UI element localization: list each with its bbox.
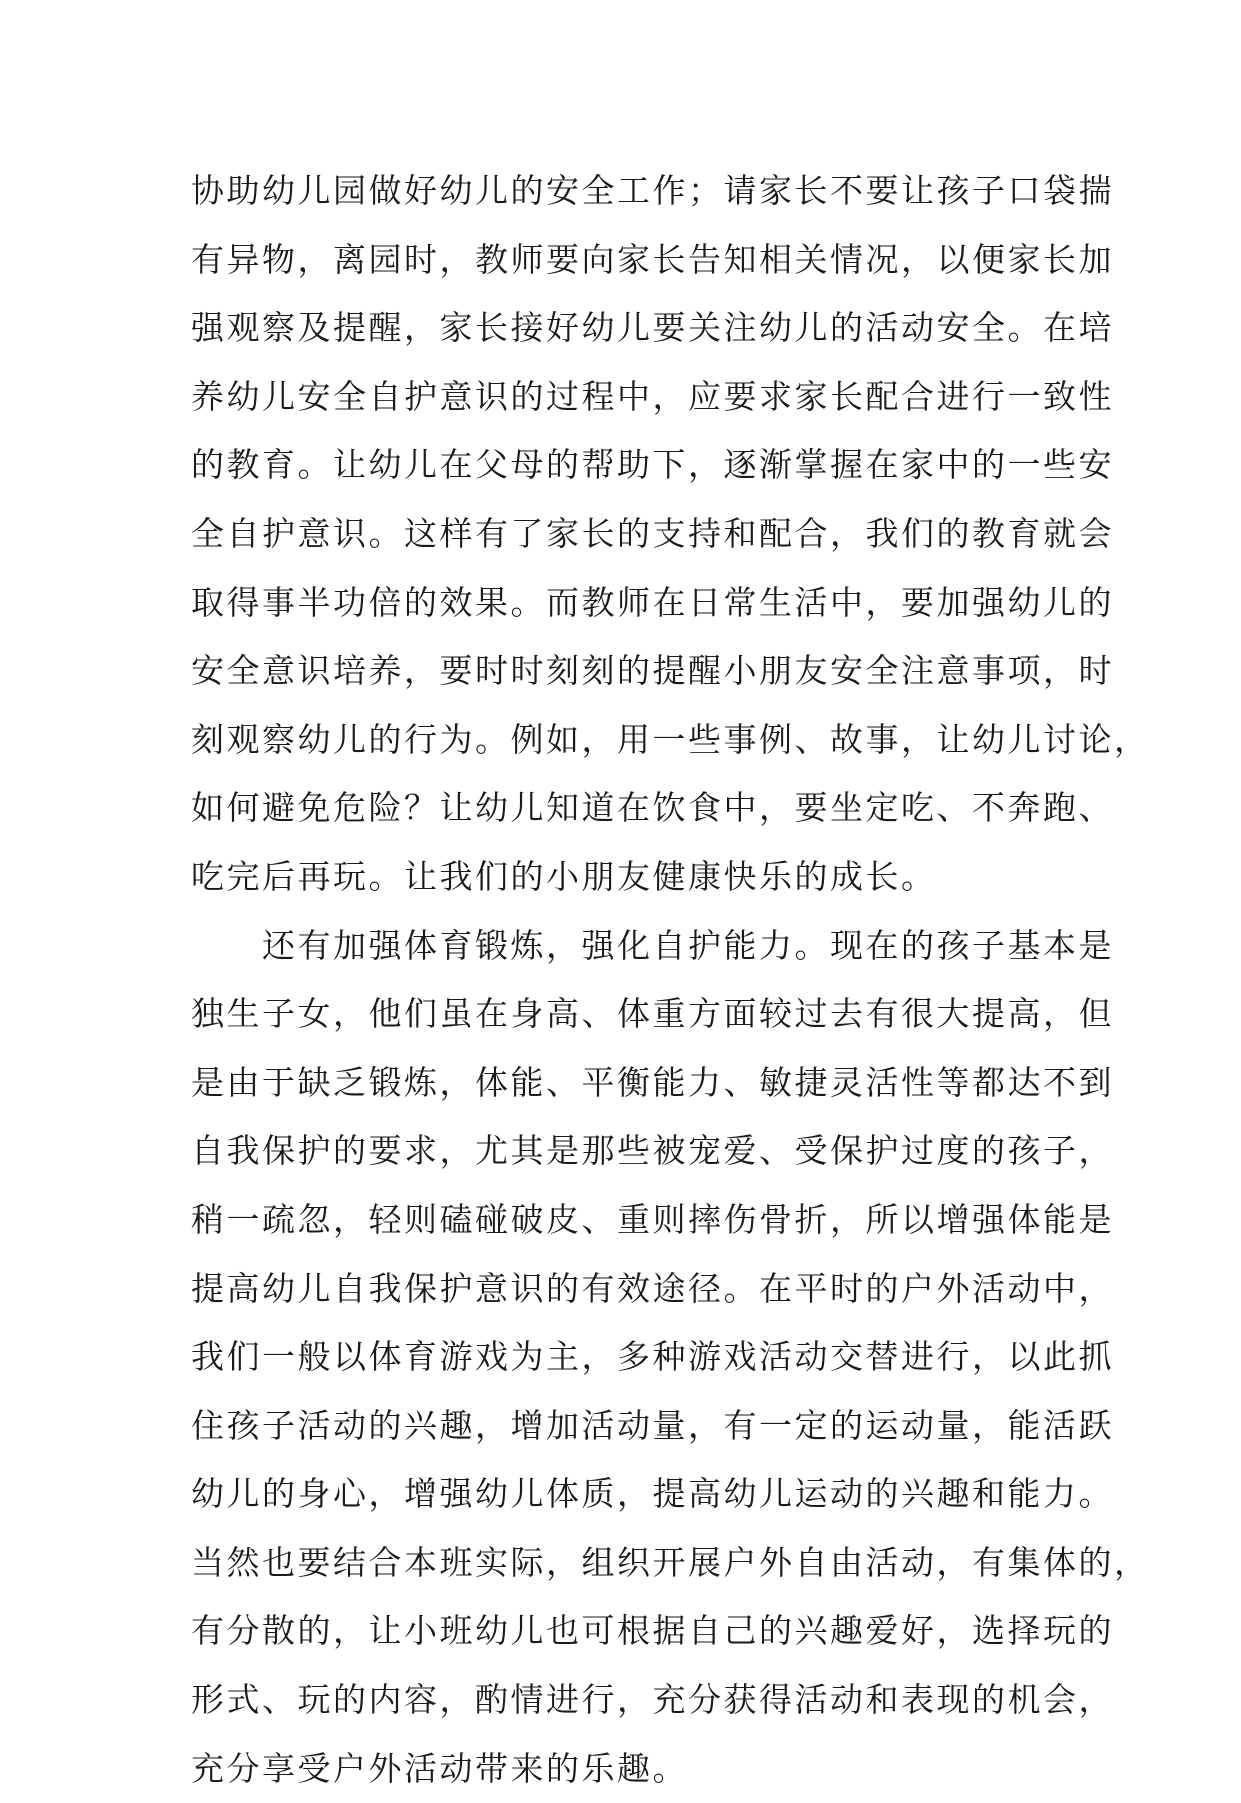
text-line: 全自护意识。这样有了家长的支持和配合，我们的教育就会 (191, 513, 1114, 553)
text-line: 协助幼儿园做好幼儿的安全工作；请家长不要让孩子口袋揣 (191, 171, 1114, 210)
text-line: 当然也要结合本班实际，组织开展户外自由活动，有集体的， (191, 1542, 1150, 1582)
text-line: 自我保护的要求，尤其是那些被宠爱、受保护过度的孩子， (191, 1131, 1114, 1171)
text-line: 还有加强体育锻炼，强化自护能力。现在的孩子基本是 (191, 925, 1114, 965)
text-line: 的教育。让幼儿在父母的帮助下，逐渐掌握在家中的一些安 (191, 445, 1114, 485)
text-line: 住孩子活动的兴趣，增加活动量，有一定的运动量，能活跃 (191, 1405, 1114, 1445)
text-line: 强观察及提醒，家长接好幼儿要关注幼儿的活动安全。在培 (191, 308, 1114, 348)
text-line: 安全意识培养，要时时刻刻的提醒小朋友安全注意事项，时 (191, 651, 1114, 691)
text-line: 充分享受户外活动带来的乐趣。 (191, 1748, 688, 1788)
text-line: 是由于缺乏锻炼，体能、平衡能力、敏捷灵活性等都达不到 (191, 1062, 1114, 1102)
body-text (191, 157, 1150, 1803)
text-line: 有分散的，让小班幼儿也可根据自己的兴趣爱好，选择玩的 (191, 1611, 1114, 1651)
text-line: 取得事半功倍的效果。而教师在日常生活中，要加强幼儿的 (191, 582, 1114, 622)
text-line: 我们一般以体育游戏为主，多种游戏活动交替进行，以此抓 (191, 1337, 1114, 1377)
text-line: 养幼儿安全自护意识的过程中，应要求家长配合进行一致性 (191, 376, 1114, 416)
text-line: 独生子女，他们虽在身高、体重方面较过去有很大提高，但 (191, 994, 1114, 1034)
text-line: 稍一疏忽，轻则磕碰破皮、重则摔伤骨折，所以增强体能是 (191, 1199, 1114, 1239)
text-line: 如何避免危险？让幼儿知道在饮食中，要坐定吃、不奔跑、 (191, 788, 1114, 828)
text-line: 幼儿的身心，增强幼儿体质，提高幼儿运动的兴趣和能力。 (191, 1474, 1114, 1514)
text-line: 形式、玩的内容，酌情进行，充分获得活动和表现的机会， (191, 1680, 1114, 1720)
text-line: 吃完后再玩。让我们的小朋友健康快乐的成长。 (191, 856, 937, 896)
text-line: 提高幼儿自我保护意识的有效途径。在平时的户外活动中， (191, 1268, 1114, 1308)
text-line: 有异物，离园时，教师要向家长告知相关情况，以便家长加 (191, 239, 1114, 279)
text-line: 刻观察幼儿的行为。例如，用一些事例、故事，让幼儿讨论， (191, 719, 1150, 759)
